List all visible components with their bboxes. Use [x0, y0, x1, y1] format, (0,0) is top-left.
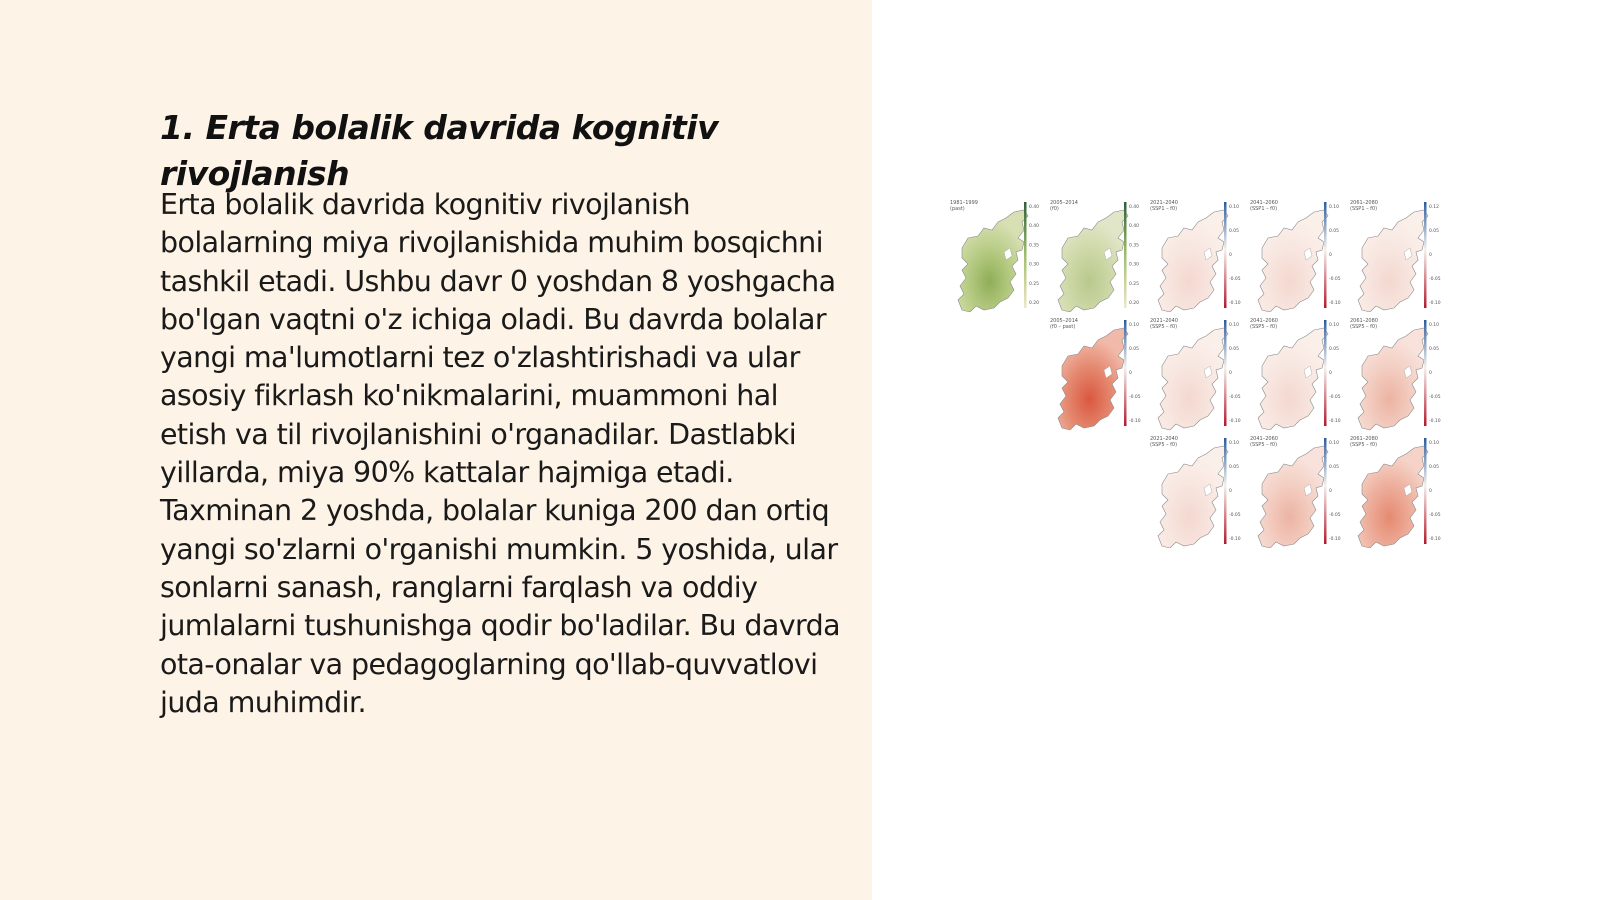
colorbar-tick-label: -0.05 — [1429, 277, 1441, 282]
panel-period-label: 2041–2060 (SSP1 – f0) — [1250, 200, 1278, 212]
colorbar-tick-label: 0.05 — [1429, 465, 1440, 470]
colorbar-tick-label: 0.20 — [1029, 301, 1040, 306]
colorbar-tick-label: 0.05 — [1229, 465, 1240, 470]
panel-period-label: 2021–2040 (SSP5 – f0) — [1150, 318, 1178, 330]
colorbar-tick-label: 0.10 — [1129, 323, 1140, 328]
europe-landmass — [1158, 446, 1228, 548]
colorbar-tick-label: -0.10 — [1429, 419, 1441, 424]
colorbar-tick-label: 0.05 — [1329, 229, 1340, 234]
colorbar-tick-label: 0.10 — [1329, 441, 1340, 446]
colorbar-tick-label: 0 — [1229, 253, 1232, 258]
colorbar-tick-label: -0.05 — [1229, 395, 1241, 400]
colorbar-tick-label: 0.05 — [1229, 229, 1240, 234]
map-svg — [1350, 318, 1446, 430]
colorbar-tick-label: -0.05 — [1229, 513, 1241, 518]
panel-period-label: 2021–2040 (SSP5 – f0) — [1150, 436, 1178, 448]
colorbar-tick-label: 0.35 — [1129, 243, 1140, 249]
map-svg — [950, 200, 1046, 312]
colorbar — [1424, 438, 1427, 544]
europe-landmass — [1058, 328, 1128, 430]
colorbar — [1224, 438, 1227, 544]
colorbar-tick-label: 0.40 — [1129, 205, 1140, 210]
colorbar — [1224, 320, 1227, 426]
colorbar-tick-label: -0.10 — [1329, 419, 1341, 424]
colorbar — [1124, 202, 1127, 308]
europe-map-panel — [950, 200, 1046, 312]
colorbar-tick-label: 0 — [1329, 253, 1332, 258]
colorbar-tick-label: 0.35 — [1029, 243, 1040, 249]
map-svg — [1150, 436, 1246, 548]
colorbar — [1324, 320, 1327, 426]
colorbar — [1124, 320, 1127, 426]
europe-landmass — [1358, 210, 1428, 312]
colorbar-tick-label: 0.05 — [1329, 465, 1340, 470]
colorbar-tick-label: -0.05 — [1129, 395, 1141, 400]
map-svg — [1350, 436, 1446, 548]
panel-period-label: 2005–2014 (f0 – past) — [1050, 318, 1078, 330]
colorbar-tick-label: 0.10 — [1329, 205, 1340, 210]
europe-map-panel — [1350, 318, 1446, 430]
colorbar-tick-label: 0.25 — [1029, 281, 1040, 287]
europe-landmass — [1158, 210, 1228, 312]
colorbar-tick-label: 0.40 — [1129, 224, 1140, 230]
europe-map-panel — [1350, 200, 1446, 312]
colorbar-tick-label: 0.30 — [1129, 262, 1140, 268]
colorbar-tick-label: 0.05 — [1129, 347, 1140, 352]
colorbar-tick-label: 0.05 — [1329, 347, 1340, 352]
europe-map-panel — [1050, 318, 1146, 430]
colorbar-tick-label: 0 — [1229, 371, 1232, 376]
europe-map-panel — [1250, 436, 1346, 548]
map-svg — [1250, 318, 1346, 430]
colorbar-tick-label: -0.05 — [1329, 277, 1341, 282]
europe-landmass — [1258, 328, 1328, 430]
europe-map-panel — [1350, 436, 1446, 548]
colorbar-tick-label: 0.25 — [1129, 281, 1140, 287]
colorbar-tick-label: -0.05 — [1329, 395, 1341, 400]
colorbar-tick-label: 0.05 — [1429, 229, 1440, 234]
colorbar — [1324, 438, 1327, 544]
map-svg — [1250, 200, 1346, 312]
europe-map-panel — [1150, 436, 1246, 548]
colorbar — [1424, 320, 1427, 426]
panel-period-label: 2061–2080 (SSP5 – f0) — [1350, 436, 1378, 448]
colorbar-tick-label: -0.10 — [1229, 419, 1241, 424]
colorbar-tick-label: -0.10 — [1229, 537, 1241, 542]
colorbar-tick-label: 0 — [1329, 489, 1332, 494]
europe-map-panel — [1150, 318, 1246, 430]
colorbar-tick-label: 0 — [1429, 253, 1432, 258]
colorbar-tick-label: -0.10 — [1429, 301, 1441, 306]
europe-landmass — [958, 210, 1028, 312]
map-svg — [1150, 200, 1246, 312]
colorbar-tick-label: 0.20 — [1129, 301, 1140, 306]
europe-landmass — [1158, 328, 1228, 430]
europe-landmass — [1258, 210, 1328, 312]
colorbar-tick-label: -0.10 — [1129, 419, 1141, 424]
colorbar-tick-label: 0.10 — [1229, 441, 1240, 446]
europe-map-panel — [1250, 200, 1346, 312]
map-svg — [1250, 436, 1346, 548]
colorbar-tick-label: -0.10 — [1429, 537, 1441, 542]
europe-map-panel — [1150, 200, 1246, 312]
colorbar — [1224, 202, 1227, 308]
europe-map-panel — [1250, 318, 1346, 430]
slide-body-text: Erta bolalik davrida kognitiv rivojlanish bolalarning miya rivojlanishida muhim bosqichni tashkil etadi. Ushbu davr 0 yoshdan 8 yoshgacha bo'lgan vaqtni o'z ichiga oladi. Bu davrda bolalar yangi ma'lumotlarni tez o'zlashtirishadi va ular asosiy fikrlash ko'nikmalarini, muammoni hal etish va til rivojlanishini o'rganadilar. Dastlabki yillarda, miya 90% kattalar hajmiga etadi. Taxminan 2 yoshda, bolalar kuniga 200 dan ortiq yangi so'zlarni o'rganishi mumkin. 5 yoshida, ular sonlarni sanash, ranglarni farqlash va oddiy jumlalarni tushunishga qodir bo'ladilar. Bu davrda ota-onalar va pedagoglarning qo'llab-quvvatlovi juda muhimdir. — [160, 188, 841, 719]
colorbar-tick-label: 0 — [1229, 489, 1232, 494]
map-svg — [1050, 200, 1146, 312]
panel-period-label: 2005–2014 (f0) — [1050, 200, 1078, 212]
colorbar-tick-label: -0.10 — [1329, 537, 1341, 542]
colorbar-tick-label: 0.10 — [1229, 323, 1240, 328]
colorbar-tick-label: -0.10 — [1229, 301, 1241, 306]
map-svg — [1350, 200, 1446, 312]
colorbar-tick-label: 0.05 — [1429, 347, 1440, 352]
colorbar-tick-label: 0.12 — [1429, 205, 1440, 210]
panel-period-label: 2061–2080 (SSP5 – f0) — [1350, 318, 1378, 330]
colorbar-tick-label: -0.05 — [1429, 513, 1441, 518]
map-svg — [1050, 318, 1146, 430]
colorbar-tick-label: -0.05 — [1229, 277, 1241, 282]
panel-period-label: 2041–2060 (SSP5 – f0) — [1250, 436, 1278, 448]
colorbar-tick-label: 0 — [1429, 371, 1432, 376]
colorbar — [1324, 202, 1327, 308]
colorbar-tick-label: 0.10 — [1229, 205, 1240, 210]
colorbar-tick-label: 0.05 — [1229, 347, 1240, 352]
colorbar — [1424, 202, 1427, 308]
colorbar-tick-label: 0 — [1129, 371, 1132, 376]
colorbar-tick-label: 0 — [1329, 371, 1332, 376]
panel-period-label: 2061–2080 (SSP1 – f0) — [1350, 200, 1378, 212]
colorbar-tick-label: 0 — [1429, 489, 1432, 494]
colorbar — [1024, 202, 1027, 308]
colorbar-tick-label: 0.10 — [1429, 323, 1440, 328]
panel-period-label: 1981–1999 (past) — [950, 200, 978, 212]
map-svg — [1150, 318, 1246, 430]
slide-title: 1. Erta bolalik davrida kognitiv rivojlanish — [160, 108, 719, 193]
europe-maps-figure — [950, 200, 1460, 555]
europe-landmass — [1258, 446, 1328, 548]
colorbar-tick-label: -0.10 — [1329, 301, 1341, 306]
panel-period-label: 2021–2040 (SSP1 – f0) — [1150, 200, 1178, 212]
colorbar-tick-label: 0.40 — [1029, 224, 1040, 230]
europe-landmass — [1358, 328, 1428, 430]
colorbar-tick-label: 0.10 — [1329, 323, 1340, 328]
europe-map-panel — [1050, 200, 1146, 312]
europe-landmass — [1058, 210, 1128, 312]
colorbar-tick-label: -0.05 — [1329, 513, 1341, 518]
colorbar-tick-label: -0.05 — [1429, 395, 1441, 400]
europe-landmass — [1358, 446, 1428, 548]
panel-period-label: 2041–2060 (SSP5 – f0) — [1250, 318, 1278, 330]
colorbar-tick-label: 0.30 — [1029, 262, 1040, 268]
colorbar-tick-label: 0.40 — [1029, 205, 1040, 210]
colorbar-tick-label: 0.10 — [1429, 441, 1440, 446]
